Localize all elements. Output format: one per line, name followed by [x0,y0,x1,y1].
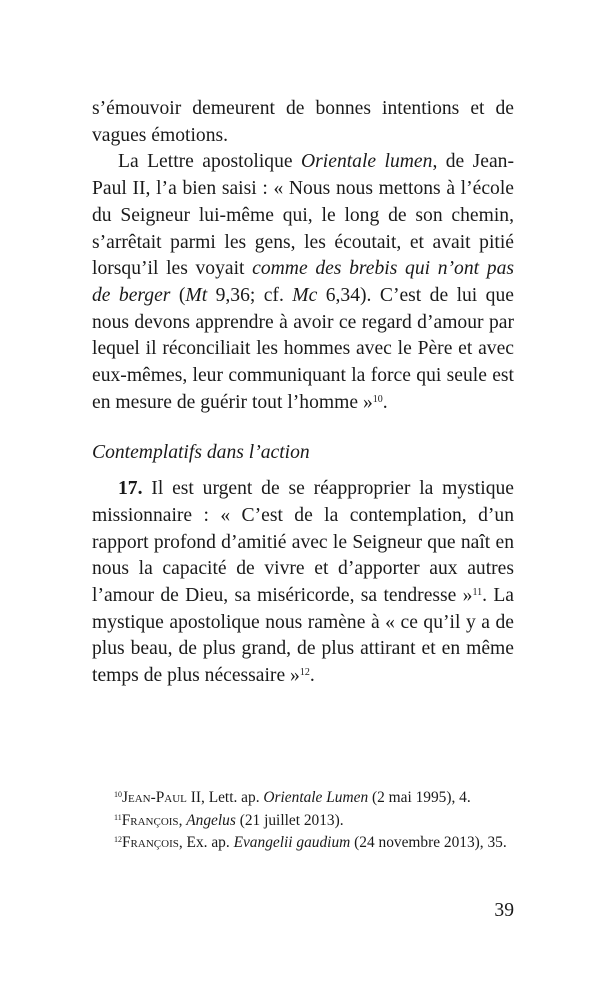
text-run: . [309,665,315,687]
text-run: Il est urgent de se réapproprier la mystique missionnaire : « C’est de la contemplation, d’un rapport profond d’amitié avec le Seigneur que naît en nous la capacité de vivre et d’apporter aux autres l’amour de Dieu, sa miséricorde, sa tendresse » [92,478,514,606]
footnote-number: 12 [114,835,122,844]
text-run: (21 juillet 2013). [235,811,344,829]
paragraph-line: de vagues émotions. [92,98,514,146]
footnote-ref[interactable]: 12 [299,667,310,679]
footnote-title: Angelus [186,811,236,829]
text-run: , [178,811,187,829]
text-run: . La mystique apostolique nous ramène à « ce qu’il y a de plus beau, de plus grand, de plus attirant et en même temps de plus nécessaire » [92,584,514,687]
text-run: La Lettre apostolique [118,151,302,173]
footnote-title: Evangelii gaudium [233,834,351,851]
page-body [92,96,514,690]
footnote-author: François [121,811,179,829]
footnote-author: Jean-Paul II [122,789,201,806]
italic-quote: comme des brebis qui n’ont pas de berger [92,258,514,306]
text-run: , Lett. ap. [201,789,264,806]
text-run: (24 novembre 2013), 35. [350,834,507,851]
paragraph-line: s’émouvoir demeurent de bonnes intentions et [92,98,485,119]
footnote [92,832,514,855]
paragraph-orientale-lumen [92,149,514,416]
paragraph-continuation [92,96,514,149]
paragraph-17 [92,476,514,690]
text-run: , Ex. ap. [178,834,234,851]
text-run: . [382,391,388,413]
italic-title: Orientale lumen [301,151,433,173]
footnote-number: 11 [114,812,122,822]
text-run: 9,36; cf. [207,284,293,306]
italic-abbrev: Mc [292,284,318,306]
footnotes [92,787,514,855]
text-run: , de Jean-Paul II, l’a bien saisi : « Nous nous mettons à l’école du Seigneur lui-même qui, le long de son chemin, s’arrêtait parmi les gens, les écoutait, et avait pitié lorsqu’il les voyait [92,151,514,280]
footnote-number: 10 [114,790,122,799]
text-run: (2 mai 1995), 4. [368,789,471,806]
footnote-ref[interactable]: 11 [472,586,483,598]
footnote [92,787,514,810]
italic-abbrev: Mt [185,284,208,306]
text-run: 6,34). C’est de lui que nous devons apprendre à avoir ce regard d’amour par lequel il réconciliait les hommes avec le Père et avec eux-mêmes, leur communiquant la force qui seule est en mesure de guérir tout l’homme » [92,284,514,413]
footnote-author: François [122,834,179,851]
footnote [92,810,514,833]
text-run: ( [170,284,186,306]
footnote-title: Orientale Lumen [263,789,369,806]
paragraph-number: 17. [118,478,143,500]
footnote-ref[interactable]: 10 [372,393,383,405]
page-number: 39 [494,900,514,921]
section-heading: Contemplatifs dans l’action [92,442,310,464]
